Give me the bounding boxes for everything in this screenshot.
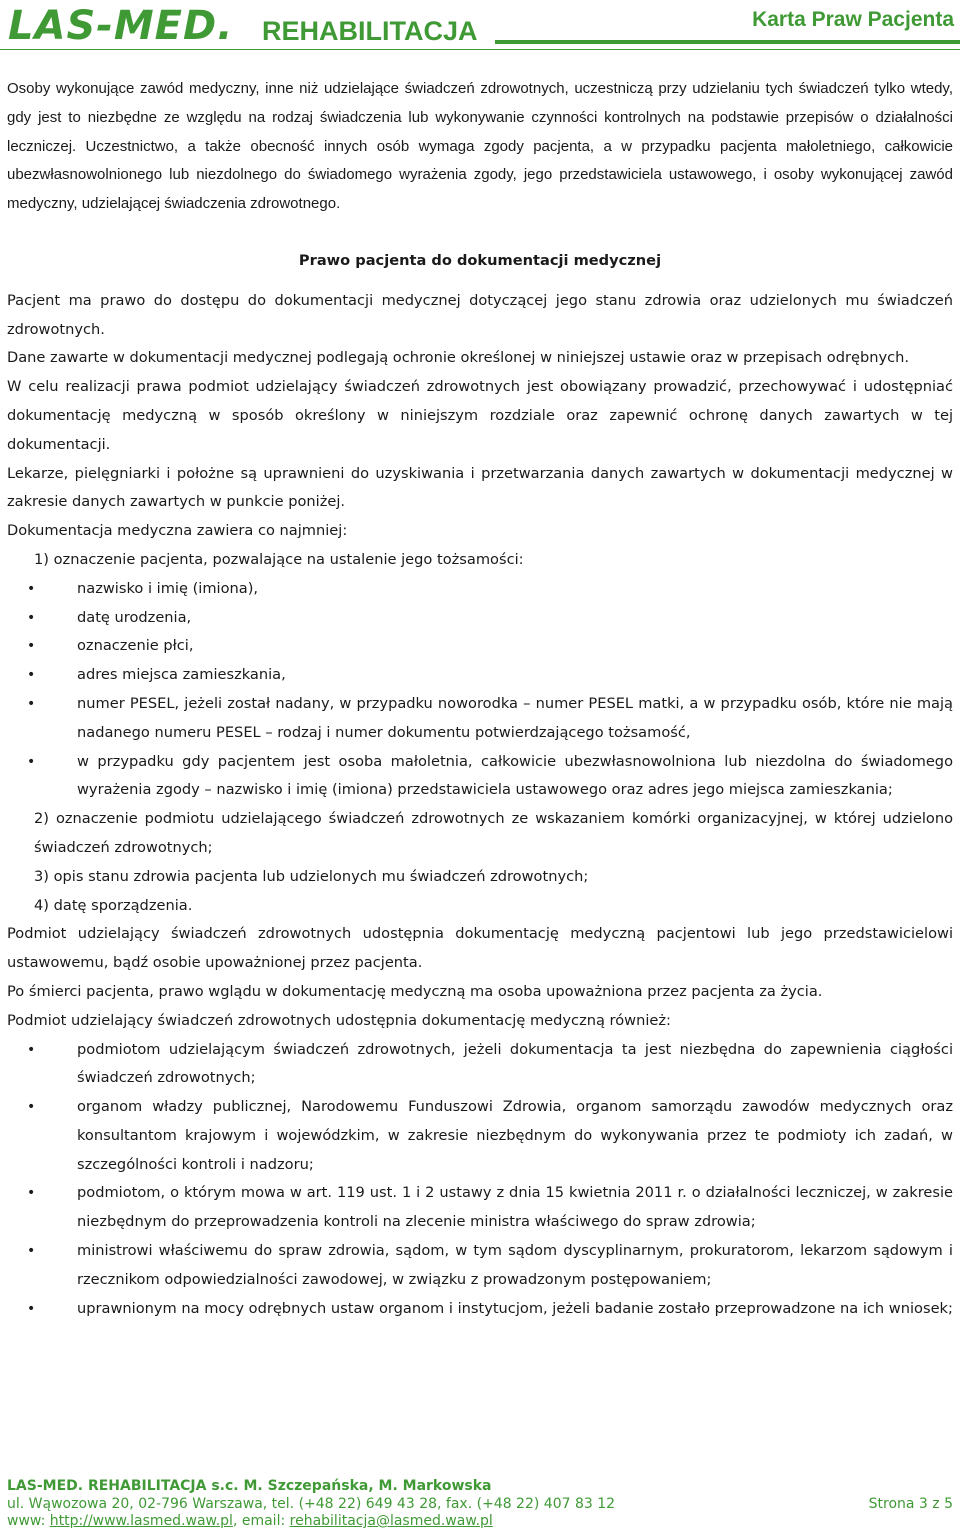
paragraph: Podmiot udzielający świadczeń zdrowotnych udostępnia dokumentację medyczną również: [7,1011,671,1029]
page-header [0,0,960,56]
www-label: www: [7,1513,46,1529]
list-item: • organom władzy publicznej, Narodowemu Funduszowi Zdrowia, organom samorządu zawodów medycznych oraz konsultantom krajowym i wojewódzkim, w zakresie niezbędnym do wykonywania przez te podmioty ich zadań, w szczególności kontroli i nadzoru; [77,1093,953,1179]
footer-address-row [7,1496,953,1514]
website-link[interactable]: http://www.lasmed.waw.pl [49,1513,233,1529]
list-item: • podmiotom udzielającym świadczeń zdrowotnych, jeżeli dokumentacja ta jest niezbędna do zapewnienia ciągłości świadczeń zdrowotnych; [77,1036,953,1094]
recipients-list [7,1036,953,1324]
numbered-item-2: 2) oznaczenie podmiotu udzielającego świadczeń zdrowotnych ze wskazaniem komórki organizacyjnej, w której udzielono świadczeń zdrowotnych; [34,810,953,856]
paragraph: Podmiot udzielający świadczeń zdrowotnych udostępnia dokumentację medyczną pacjentowi lub jego przedstawicielowi ustawowemu, bądź osobie upoważnionej przez pacjenta. [7,925,953,972]
paragraph: Pacjent ma prawo do dostępu do dokumentacji medycznej dotyczącej jego stanu zdrowia oraz udzielonych mu świadczeń zdrowotnych. [7,291,953,338]
list-item: • podmiotom, o którym mowa w art. 119 ust. 1 i 2 ustawy z dnia 15 kwietnia 2011 r. o działalności leczniczej, w zakresie niezbędnym do przeprowadzenia kontroli na zlecenie ministra właściwego do spraw zdrowia; [77,1179,953,1237]
document-body [7,75,953,1323]
list-item: • ministrowi właściwemu do spraw zdrowia, sądom, w tym sądom dyscyplinarnym, prokuratorom, lekarzom sądowym i rzecznikom odpowiedzialności zawodowej, w związku z prowadzonym postępowaniem; [77,1237,953,1295]
header-rule [495,40,960,44]
numbered-item-4: 4) datę sporządzenia. [34,896,193,914]
page-number: Strona 3 z 5 [868,1495,953,1512]
list-item: • adres miejsca zamieszkania, [77,661,953,690]
patient-id-list [7,575,953,805]
paragraph: Dane zawarte w dokumentacji medycznej podlegają ochronie określonej w niniejszej ustawie oraz w przepisach odrębnych. [7,349,910,367]
list-item: • w przypadku gdy pacjentem jest osoba małoletnia, całkowicie ubezwłasnowolniona lub niezdolna do świadomego wyrażenia zgody – nazwisko i imię (imiona) przedstawiciela ustawowego oraz adres jego miejsca zamieszkania; [77,748,953,806]
email-link[interactable]: rehabilitacja@lasmed.waw.pl [289,1513,493,1529]
footer-address: ul. Wąwozowa 20, 02-796 Warszawa, tel. (+48 22) 649 43 28, fax. (+48 22) 407 83 12 [7,1495,616,1512]
list-item: • oznaczenie płci, [77,632,953,661]
document-title: Karta Praw Pacjenta [752,8,954,31]
footer-contact [7,1513,953,1531]
header-divider [0,49,960,50]
paragraph: Lekarze, pielęgniarki i położne są uprawnieni do uzyskiwania i przetwarzania danych zawartych w dokumentacji medycznej w zakresie danych zawartych w punkcie poniżej. [7,464,953,511]
paragraph: Dokumentacja medyczna zawiera co najmniej: [7,522,348,540]
numbered-item-1: 1) oznaczenie pacjenta, pozwalające na ustalenie jego tożsamości: [34,550,524,568]
footer-company: LAS-MED. REHABILITACJA s.c. M. Szczepańska, M. Markowska [7,1478,492,1494]
email-label: , email: [232,1513,286,1529]
paragraph: W celu realizacji prawa podmiot udzielający świadczeń zdrowotnych jest obowiązany prowadzić, przechowywać i udostępniać dokumentację medyczną w sposób określony w niniejszym rozdziale oraz zapewnić ochronę danych zawartych w tej dokumentacji. [7,378,953,453]
logo-subtitle: REHABILITACJA [262,16,478,46]
company-logo: LAS-MED. [8,3,234,49]
list-item: • numer PESEL, jeżeli został nadany, w przypadku noworodka – numer PESEL matki, a w przypadku osób, które nie mają nadanego numeru PESEL – rodzaj i numer dokumentu potwierdzającego tożsamość, [77,690,953,748]
numbered-item-3: 3) opis stanu zdrowia pacjenta lub udzielonych mu świadczeń zdrowotnych; [34,867,589,885]
intro-paragraph: Osoby wykonujące zawód medyczny, inne niż udzielające świadczeń zdrowotnych, uczestniczą przy udzielaniu tych świadczeń tylko wtedy, gdy jest to niezbędne ze względu na rodzaj świadczenia lub wykonywanie czynności kontrolnych na podstawie przepisów o działalności leczniczej. Uczestnictwo, a także obecność innych osób wymaga zgody pacjenta, a w przypadku pacjenta małoletniego, całkowicie ubezwłasnowolnionego lub niezdolnego do świadomego wyrażenia zgody, jego przedstawiciela ustawowego, i osoby wykonującej zawód medyczny, udzielającej świadczenia zdrowotnego. [7,80,953,213]
list-item: • uprawnionym na mocy odrębnych ustaw organom i instytucjom, jeżeli badanie zostało przeprowadzone na ich wniosek; [77,1295,953,1324]
paragraph: Po śmierci pacjenta, prawo wglądu w dokumentację medyczną ma osoba upoważniona przez pacjenta za życia. [7,982,823,1000]
list-item: • datę urodzenia, [77,604,953,633]
list-item: • nazwisko i imię (imiona), [77,575,953,604]
page-footer [7,1478,953,1531]
section-title: Prawo pacjenta do dokumentacji medycznej [298,251,662,269]
